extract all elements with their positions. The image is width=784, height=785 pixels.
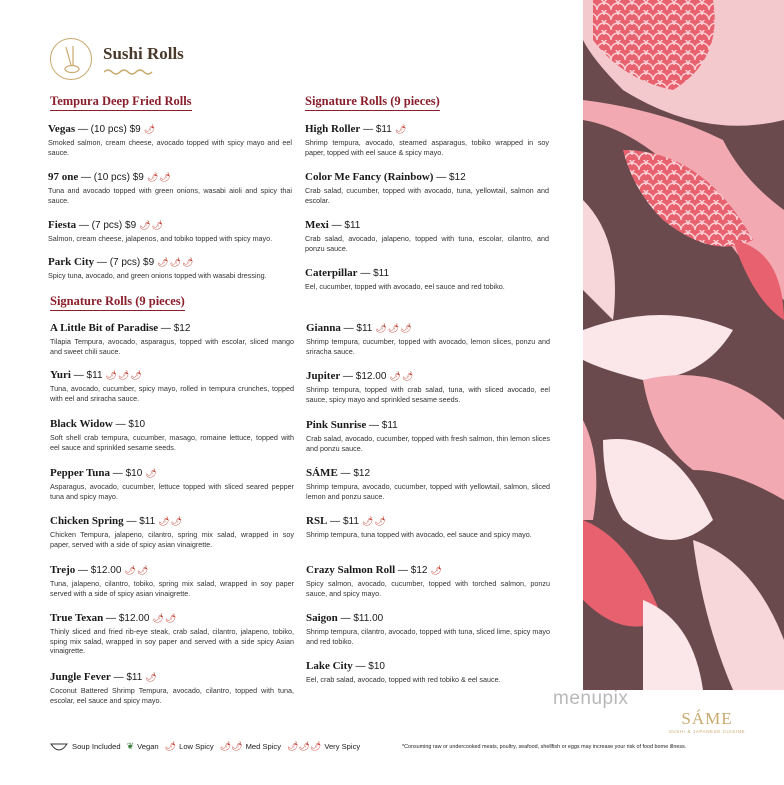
item-description: Tuna, jalapeno, cilantro, tobiko, spring mix salad, wrapped in soy paper served with a side of spicy asian vinaigrette.	[50, 579, 294, 598]
item-price: — (10 pcs) $9	[78, 172, 144, 183]
item-name: Pink Sunrise	[306, 419, 367, 431]
item-description: Coconut Battered Shrimp Tempura, avocado, cilantro, topped with tuna, escolar, eel sauce and spicy mayo.	[50, 686, 294, 705]
section-heading-signature-top: Signature Rolls (9 pieces)	[305, 94, 440, 111]
item-description: Crab salad, cucumber, topped with avocado, tuna, yellowtail, salmon and escolar.	[305, 186, 549, 205]
item-name: Chicken Spring	[50, 515, 124, 527]
chili-icon: 🌶🌶	[158, 516, 184, 526]
item-name: Crazy Salmon Roll	[306, 564, 396, 576]
item-name: Saigon	[306, 612, 338, 624]
leaf-icon: ❦	[126, 741, 135, 751]
item-name: Vegas	[48, 123, 76, 135]
item-description: Shrimp tempura, avocado, cucumber, topped with yellowtail, salmon, sliced lemon and ponzu sauce.	[306, 482, 550, 501]
item-description: Tilapia Tempura, avocado, asparagus, topped with escolar, sliced mango and sweet chili sauce.	[50, 337, 294, 356]
chopsticks-logo-icon	[50, 38, 92, 80]
legend-very-spicy: Very Spicy	[324, 742, 361, 751]
legend-vegan: Vegan	[137, 742, 159, 751]
section-heading-signature-left: Signature Rolls (9 pieces)	[50, 294, 185, 311]
chili-icon: 🌶🌶	[361, 516, 387, 526]
item-description: Chicken Tempura, jalapeno, cilantro, spring mix salad, wrapped in soy paper, served with a side of spicy asian vinaigrette.	[50, 530, 294, 549]
menu-item-trejo	[50, 564, 294, 598]
item-price: — $11.00	[337, 613, 384, 624]
soup-bowl-icon	[50, 742, 68, 752]
item-price: — $11	[357, 268, 390, 279]
menu-item-crazy-salmon-roll	[306, 564, 550, 598]
item-description: Salmon, cream cheese, jalapenos, and tobiko topped with spicy mayo.	[48, 234, 273, 243]
page-title: Sushi Rolls	[103, 44, 184, 63]
chili-icon: 🌶🌶	[124, 565, 150, 575]
item-price: — $12.00	[340, 371, 387, 382]
item-price: — (7 pcs) $9	[76, 220, 137, 231]
item-name: Park City	[48, 256, 95, 268]
item-price: — (7 pcs) $9	[94, 257, 155, 268]
item-description: Crab salad, avocado, jalapeno, topped with tuna, escolar, cilantro, and ponzu sauce.	[305, 234, 549, 253]
chili-icon: 🌶	[143, 124, 157, 134]
chili-icon: 🌶🌶🌶	[375, 323, 413, 333]
item-price: — $12	[158, 323, 191, 334]
koi-artwork	[583, 0, 784, 690]
chili-icon: 🌶🌶	[146, 172, 172, 182]
chili-icon: 🌶🌶	[389, 371, 415, 381]
menu-item-lake-city	[306, 660, 550, 685]
menu-item-park-city	[48, 256, 292, 281]
item-description: Shrimp tempura, avocado, steamed asparagus, tobiko wrapped in soy paper, topped with eel sauce & spicy mayo.	[305, 138, 549, 157]
item-name: Mexi	[305, 219, 329, 231]
chili-icon: 🌶🌶	[139, 220, 164, 230]
menu-item-jungle-fever	[50, 671, 294, 705]
item-name: Jupiter	[306, 370, 341, 382]
item-name: True Texan	[50, 612, 104, 624]
item-name: Color Me Fancy (Rainbow)	[305, 171, 434, 183]
item-price: — $11	[340, 323, 373, 334]
food-safety-disclaimer: *Consuming raw or undercooked meats, poultry, seafood, shellfish or eggs may increase your risk of food borne illness.	[402, 744, 687, 750]
item-description: Asparagus, avocado, cucumber, lettuce topped with sliced seared pepper tuna and spicy mayo.	[50, 482, 294, 501]
wave-divider-icon	[104, 68, 154, 76]
menu-item-rsl	[306, 515, 550, 540]
legend-med-spicy: Med Spicy	[245, 742, 282, 751]
item-name: High Roller	[305, 123, 361, 135]
item-name: A Little Bit of Paradise	[50, 322, 159, 334]
item-description: Tuna, avocado, cucumber, spicy mayo, rolled in tempura crunches, topped with eel and sriracha sauce.	[50, 384, 294, 403]
item-price: — $12.00	[103, 613, 150, 624]
item-price: — $11	[366, 420, 398, 431]
menu-item-color-me-fancy	[305, 171, 549, 205]
legend-soup: Soup Included	[72, 742, 121, 751]
item-description: Spicy tuna, avocado, and green onions topped with wasabi dressing.	[48, 271, 267, 280]
item-price: — $12.00	[75, 565, 122, 576]
chili-icon: 🌶	[394, 124, 408, 134]
item-price: — $11	[123, 516, 156, 527]
item-description: Thinly sliced and fried rib-eye steak, crab salad, cilantro, jalapeno, tobiko, sping mix salad, wrapped in soy paper and served with a side spicy Asian vinaigrette.	[50, 627, 294, 656]
item-price: — $12	[337, 468, 371, 479]
item-price: — (10 pcs) $9	[75, 124, 141, 135]
item-name: Black Widow	[50, 418, 113, 430]
chili-icon: 🌶	[145, 672, 158, 682]
watermark: menupix	[553, 688, 629, 709]
item-description: Soft shell crab tempura, cucumber, masago, romaine lettuce, topped with eel sauce and sprinkled sesame seeds.	[50, 433, 294, 452]
legend-low-spicy: Low Spicy	[179, 742, 214, 751]
item-name: Gianna	[306, 322, 341, 334]
menu-item-high-roller	[305, 123, 549, 157]
item-description: Shrimp tempura, cucumber, topped with avocado, lemon slices, ponzu and sriracha sauce.	[306, 337, 550, 356]
menu-item-pink-sunrise	[306, 419, 550, 453]
menu-item-true-texan	[50, 612, 294, 656]
menu-item-gianna	[306, 322, 550, 356]
item-name: Fiesta	[48, 219, 77, 231]
item-price: — $11	[328, 220, 361, 231]
item-description: Tuna and avocado topped with green onions, wasabi aioli and spicy thai sauce.	[48, 186, 292, 205]
very-spicy-chili-icon: 🌶🌶🌶	[287, 741, 322, 751]
chili-icon: 🌶🌶	[152, 613, 178, 623]
item-name: 97 one	[48, 171, 79, 183]
menu-item-black-widow	[50, 418, 294, 452]
item-price: — $11	[327, 516, 359, 527]
item-description: Eel, crab salad, avocado, topped with red tobiko & eel sauce.	[306, 675, 501, 684]
item-price: — $10	[110, 468, 143, 479]
item-price: — $10	[112, 419, 146, 430]
item-description: Shrimp tempura, topped with crab salad, tuna, with sliced avocado, eel sauce, spicy mayo and sprinkled sesame seeds.	[306, 385, 550, 404]
menu-item-jupiter	[306, 370, 550, 404]
brand-name: SÁME	[681, 709, 733, 728]
item-description: Smoked salmon, cream cheese, avocado topped with spicy mayo and eel sauce.	[48, 138, 292, 157]
section-heading-tempura: Tempura Deep Fried Rolls	[50, 94, 192, 111]
chili-icon: 🌶🌶🌶	[157, 257, 195, 267]
item-price: — $11	[110, 672, 143, 683]
chili-icon: 🌶🌶🌶	[105, 370, 143, 380]
item-description: Shrimp tempura, cilantro, avocado, topped with tuna, sliced lime, spicy mayo and red tobiko.	[306, 627, 550, 646]
item-name: RSL	[306, 515, 328, 527]
item-name: Lake City	[306, 660, 353, 672]
menu-item-fiesta	[48, 219, 292, 244]
item-name: Pepper Tuna	[50, 467, 111, 479]
legend	[50, 741, 366, 752]
item-price: — $11	[360, 124, 392, 135]
menu-item-caterpillar	[305, 267, 549, 292]
item-price: — $12	[395, 565, 428, 576]
med-spicy-chili-icon: 🌶🌶	[219, 741, 243, 751]
item-name: Jungle Fever	[50, 671, 111, 683]
item-description: Crab salad, avocado, cucumber, topped with fresh salmon, thin lemon slices and ponzu sauce.	[306, 434, 550, 453]
menu-item-same	[306, 467, 550, 501]
menu-item-yuri	[50, 369, 294, 403]
item-name: Caterpillar	[305, 267, 358, 279]
brand-subtitle: SUSHI & JAPANESE CUISINE	[668, 729, 746, 734]
item-description: Shrimp tempura, tuna topped with avocado, eel sauce and spicy mayo.	[306, 530, 532, 539]
item-name: SÁME	[306, 467, 338, 479]
menu-item-mexi	[305, 219, 549, 253]
menu-item-chicken-spring	[50, 515, 294, 549]
brand-logo	[667, 709, 747, 734]
menu-item-a-little-bit-of-paradise	[50, 322, 294, 356]
menu-item-97-one	[48, 171, 292, 205]
menu-item-vegas	[48, 123, 292, 157]
menu-item-saigon	[306, 612, 550, 646]
item-price: — $12	[433, 172, 466, 183]
chili-icon: 🌶	[430, 565, 443, 575]
chili-icon: 🌶	[145, 468, 158, 478]
item-price: — $11	[71, 370, 103, 381]
item-description: Eel, cucumber, topped with avocado, eel sauce and red tobiko.	[305, 282, 505, 291]
item-description: Spicy salmon, avocado, cucumber, topped with torched salmon, ponzu sauce, and spicy mayo.	[306, 579, 550, 598]
item-price: — $10	[352, 661, 385, 672]
item-name: Yuri	[50, 369, 71, 381]
menu-item-pepper-tuna	[50, 467, 294, 501]
low-spicy-chili-icon: 🌶	[164, 741, 177, 751]
item-name: Trejo	[50, 564, 76, 576]
